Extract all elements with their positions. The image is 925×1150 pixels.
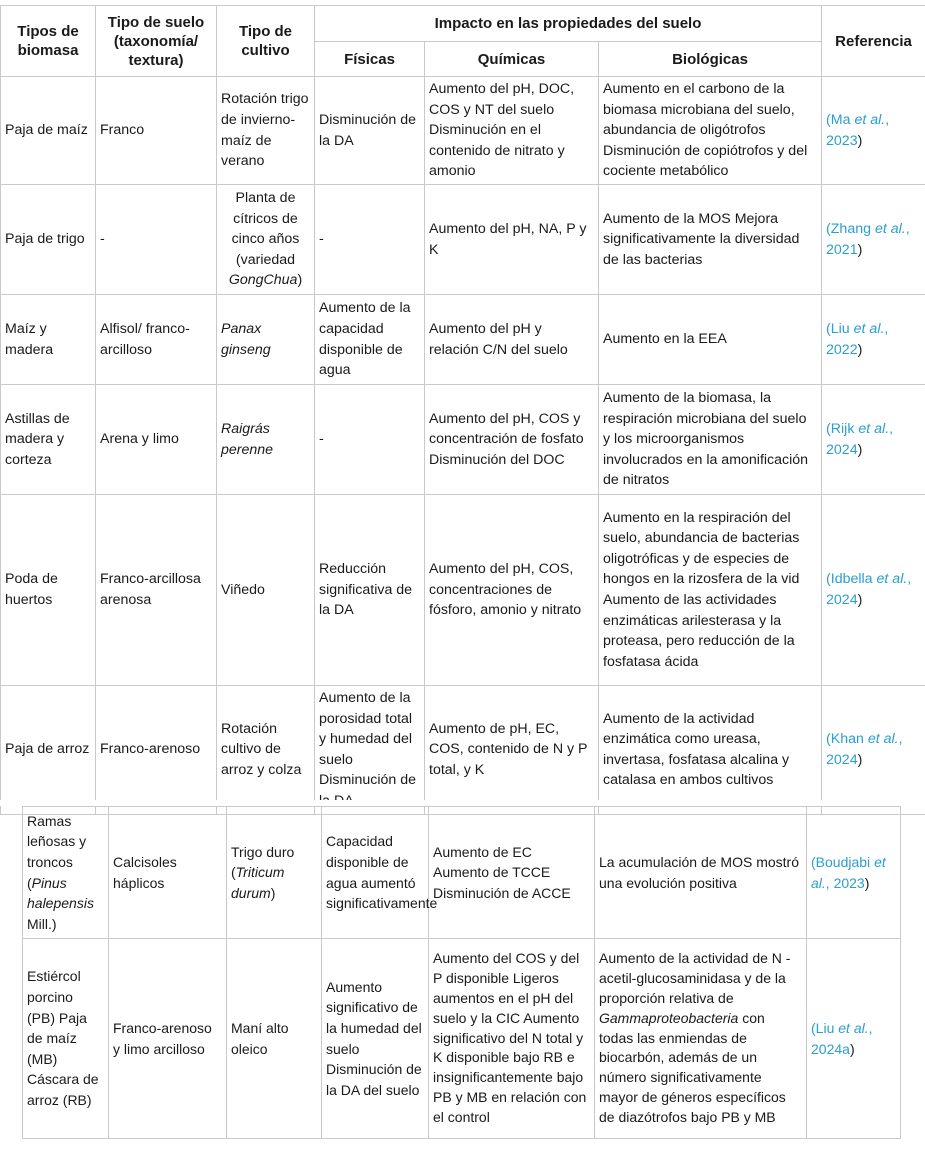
cell-referencia: (Rijk et al., 2024) [822,385,925,495]
cell-fisicas: Aumento de la porosidad total y humedad del suelo Disminución de [315,686,425,815]
cell-quimicas: Aumento del pH y relación C/N del suelo [425,295,599,385]
cell-biologicas: La acumulación de MOS mostró una evolución positiva [595,807,807,939]
header-impacto: Impacto en las propiedades del suelo [315,6,822,42]
cell-biologicas: Aumento en la respiración del suelo, abundancia de bacterias oligotróficas y de especies de hongos en la rizosfera de la vid Aumento de las actividades enzimáticas arilesterasa y la proteasa, pero reducción de la fosfatasa ácida [599,495,822,686]
cell-referencia: (Boudjabi et al., 2023) [807,807,901,939]
cell-fisicas: - [315,385,425,495]
header-quimicas: Químicas [425,42,599,77]
cell-suelo: Alfisol/ franco-arcilloso [96,295,217,385]
cell-quimicas: Aumento del pH, NA, P y K [425,185,599,295]
ref-link[interactable]: Boudjabi et al., 2023 [811,853,886,891]
cell-suelo: Franco-arenoso y limo arcilloso [109,939,227,1139]
cell-fisicas: Reducción significativa de la DA [315,495,425,686]
cell-biomasa: Ramas leñosas y troncos (Pinus halepensis Mill.) [23,807,109,939]
cell-biomasa: Estiércol porcino (PB) Paja de maíz (MB) Cáscara de arroz (RB) [23,939,109,1139]
cell-referencia: (Liu et al., 2022) [822,295,925,385]
table-row [1,686,925,815]
cell-suelo: Franco-arenoso [96,686,217,815]
ref-link[interactable]: Ma et al., 2023 [826,111,890,149]
cell-quimicas: Aumento de EC Aumento de TCCE Disminución de ACCE [429,807,595,939]
cell-suelo: Franco [96,77,217,185]
table-row [1,295,925,385]
header-referencia: Referencia [822,6,925,77]
cell-cultivo: Panax ginseng [217,295,315,385]
cell-biomasa: Astillas de madera y corteza [1,385,96,495]
header-tipo-cultivo: Tipo de cultivo [217,6,315,77]
cell-referencia: (Khan et al., 2024) [822,686,925,815]
cell-suelo: Calcisoles háplicos [109,807,227,939]
cell-biologicas: Aumento de la actividad de N -acetil-glucosaminidasa y de la proporción relativa de Gammaproteobacteria con todas las enmiendas de biocarbón, además de un número significativamente mayor de géneros específicos de diazótrofos bajo PB y MB [595,939,807,1139]
cell-fisicas: Capacidad disponible de agua aumentó significativamente [322,807,429,939]
table-row [1,77,925,185]
header-tipo-suelo: Tipo de suelo (taxonomía/ textura) [96,6,217,77]
header-tipos-biomasa: Tipos de biomasa [1,6,96,77]
cell-quimicas: Aumento del pH, DOC, COS y NT del suelo Disminución en el contenido de nitrato y amonio [425,77,599,185]
table-row [1,185,925,295]
cell-cultivo: Planta de cítricos de cinco años (variedad GongChua) [217,185,315,295]
cell-biomasa: Poda de huertos [1,495,96,686]
cell-biologicas: Aumento de la MOS Mejora significativamente la diversidad de las bacterias [599,185,822,295]
cell-cultivo: Maní alto oleico [227,939,322,1139]
table-row [23,939,901,1139]
cell-fisicas: Aumento de la capacidad disponible de agua [315,295,425,385]
cell-suelo: Arena y limo [96,385,217,495]
cell-fisicas: - [315,185,425,295]
cell-fisicas: Disminución de la DA [315,77,425,185]
table-row [23,807,901,939]
cell-biologicas: Aumento en el carbono de la biomasa microbiana del suelo, abundancia de oligótrofos Disminución de copiótrofos y del cociente metabólico [599,77,822,185]
cell-quimicas: Aumento del pH, COS, concentraciones de fósforo, amonio y nitrato [425,495,599,686]
ref-link[interactable]: Idbella et al., 2024 [826,571,912,608]
cell-suelo: Franco-arcillosa arenosa [96,495,217,686]
cell-referencia: (Ma et al., 2023) [822,77,925,185]
ref-link[interactable]: Rijk et al., 2024 [826,420,894,458]
header-biologicas: Biológicas [599,42,822,77]
cell-biologicas: Aumento de la actividad enzimática como ureasa, invertasa, fosfatasa alcalina y catalasa en ambos cultivos [599,686,822,815]
biomass-table-top [0,5,925,815]
cell-cultivo: Rotación trigo de invierno-maíz de verano [217,77,315,185]
cell-cultivo: Raigrás perenne [217,385,315,495]
ref-link[interactable]: Zhang et al., 2021 [826,220,910,258]
biomass-table-bottom [22,806,901,1139]
cell-cultivo: Viñedo [217,495,315,686]
ref-link[interactable]: Khan et al., 2024 [826,731,903,768]
ref-link[interactable]: Liu et al., 2022 [826,320,889,358]
table-row [1,385,925,495]
cell-cultivo: Trigo duro (Triticum durum) [227,807,322,939]
header-fisicas: Físicas [315,42,425,77]
cell-suelo: - [96,185,217,295]
cell-biologicas: Aumento en la EEA [599,295,822,385]
cell-quimicas: Aumento del COS y del P disponible Ligeros aumentos en el pH del suelo y la CIC Aumento significativo del N total y K disponible bajo RB e insignificantemente bajo PB y MB en relación con el control [429,939,595,1139]
cell-biomasa: Maíz y madera [1,295,96,385]
cell-cultivo: Rotación cultivo de arroz y colza [217,686,315,815]
cell-biologicas: Aumento de la biomasa, la respiración microbiana del suelo y los microorganismos involucrados en la amonificación de nitratos [599,385,822,495]
cell-biomasa: Paja de trigo [1,185,96,295]
cell-referencia: (Liu et al., 2024a) [807,939,901,1139]
cell-fisicas: Aumento significativo de la humedad del suelo Disminución de la DA del suelo [322,939,429,1139]
cell-quimicas: Aumento del pH, COS y concentración de fosfato Disminución del DOC [425,385,599,495]
table-row [1,495,925,686]
cell-biomasa: Paja de maíz [1,77,96,185]
cell-referencia: (Zhang et al., 2021) [822,185,925,295]
ref-link[interactable]: Liu et al., 2024a [811,1019,873,1057]
cell-biomasa: Paja de arroz [1,686,96,815]
cell-referencia: (Idbella et al., 2024) [822,495,925,686]
cell-quimicas: Aumento de pH, EC, COS, contenido de N y P total, y K [425,686,599,815]
